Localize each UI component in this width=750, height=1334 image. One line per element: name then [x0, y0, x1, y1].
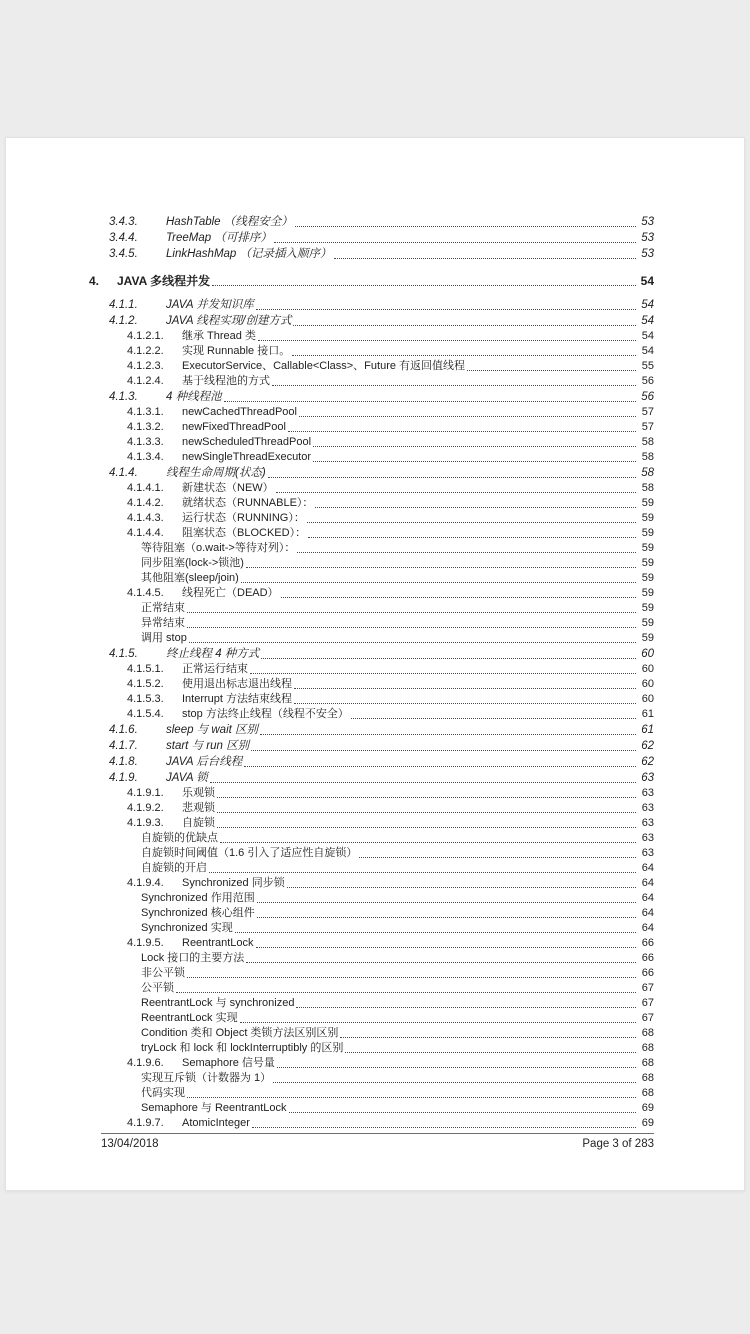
toc-entry[interactable] — [6, 496, 654, 511]
dot-leader — [187, 627, 636, 628]
toc-entry[interactable] — [6, 921, 654, 936]
dot-leader — [345, 1052, 636, 1053]
toc-entry[interactable] — [6, 816, 654, 831]
dot-leader — [293, 325, 636, 326]
toc-entry-page: 58 — [641, 467, 654, 479]
toc-entry-number: 4.1.4.3. — [127, 512, 164, 524]
toc-entry[interactable] — [6, 571, 654, 586]
dot-leader — [313, 446, 636, 447]
toc-entry-page: 54 — [641, 330, 654, 342]
toc-entry-page: 63 — [641, 847, 654, 859]
toc-entry-page: 54 — [641, 299, 654, 311]
dot-leader — [251, 750, 636, 751]
toc-entry-page: 57 — [641, 421, 654, 433]
toc-entry[interactable] — [6, 601, 654, 616]
toc-entry[interactable] — [6, 966, 654, 981]
toc-entry[interactable] — [6, 450, 654, 465]
toc-entry-page: 67 — [641, 997, 654, 1009]
toc-entry-number: 4.1.4. — [109, 467, 138, 479]
dot-leader — [288, 431, 636, 432]
toc-entry-number: 4.1.2.1. — [127, 330, 164, 342]
footer-date: 13/04/2018 — [101, 1138, 159, 1150]
footer-page-label: Page 3 of 283 — [582, 1138, 654, 1150]
toc-entry-page: 53 — [641, 248, 654, 260]
toc-entry-title: TreeMap （可排序） — [166, 232, 272, 244]
dot-leader — [187, 1097, 636, 1098]
dot-leader — [244, 766, 636, 767]
toc-entry-page: 59 — [641, 602, 654, 614]
toc-entry[interactable] — [6, 707, 654, 722]
dot-leader — [359, 857, 636, 858]
toc-entry[interactable] — [6, 801, 654, 816]
toc-entry[interactable] — [6, 298, 654, 313]
toc-entry-title: ExecutorService、Callable<Class>、Future 有返回值线程 — [182, 360, 466, 372]
toc-entry-page: 53 — [641, 232, 654, 244]
toc-entry-number: 4.1.9.7. — [127, 1117, 164, 1129]
toc-entry-page: 53 — [641, 216, 654, 228]
dot-leader — [315, 507, 636, 508]
dot-leader — [296, 1007, 636, 1008]
toc-entry-number: 4.1.3.1. — [127, 406, 164, 418]
toc-entry-page: 62 — [641, 756, 654, 768]
toc-entry-page: 60 — [641, 678, 654, 690]
toc-entry-page: 59 — [641, 587, 654, 599]
toc-entry-title: 终止线程 4 种方式 — [166, 648, 260, 660]
toc-entry-page: 68 — [641, 1072, 654, 1084]
toc-entry-page: 56 — [641, 375, 654, 387]
toc-entry[interactable] — [6, 435, 654, 450]
toc-entry-title: 线程生命周期(状态) — [166, 467, 266, 479]
toc-entry-number: 4.1.6. — [109, 724, 138, 736]
toc-entry-title: 乐观锁 — [182, 787, 215, 799]
toc-entry-page: 57 — [641, 406, 654, 418]
dot-leader — [257, 917, 636, 918]
dot-leader — [313, 461, 636, 462]
toc-entry-number: 4.1.7. — [109, 740, 138, 752]
toc-entry-page: 62 — [641, 740, 654, 752]
toc-entry-page: 60 — [641, 663, 654, 675]
dot-leader — [257, 902, 636, 903]
toc-entry-title: 实现 Runnable 接口。 — [182, 345, 291, 357]
toc-entry-page: 63 — [641, 832, 654, 844]
dot-leader — [256, 309, 636, 310]
toc-entry[interactable] — [6, 876, 654, 891]
dot-leader — [295, 226, 636, 227]
toc-entry-title: 就绪状态（RUNNABLE）： — [182, 497, 314, 509]
toc-entry-title: sleep 与 wait 区别 — [166, 724, 259, 736]
toc-entry-page: 54 — [641, 345, 654, 357]
toc-entry-number: 4.1.9.1. — [127, 787, 164, 799]
toc-entry-number: 4.1.8. — [109, 756, 138, 768]
dot-leader — [217, 797, 636, 798]
dot-leader — [308, 537, 636, 538]
toc-entry[interactable] — [6, 981, 654, 996]
toc-entry[interactable] — [6, 786, 654, 801]
toc-entry-title: 调用 stop — [141, 632, 187, 644]
toc-entry[interactable] — [6, 481, 654, 496]
toc-entry[interactable] — [6, 846, 654, 861]
toc-entry-page: 59 — [641, 542, 654, 554]
toc-entry-number: 4.1.4.4. — [127, 527, 164, 539]
toc-entry[interactable] — [6, 723, 654, 738]
toc-entry-page: 54 — [641, 315, 654, 327]
toc-entry-number: 4.1.9.6. — [127, 1057, 164, 1069]
toc-entry-number: 4.1.5.4. — [127, 708, 164, 720]
toc-entry-page: 68 — [641, 1087, 654, 1099]
toc-entry[interactable] — [6, 1101, 654, 1116]
toc-entry-page: 60 — [641, 648, 654, 660]
toc-entry[interactable] — [6, 1026, 654, 1041]
toc-entry-title: 线程死亡（DEAD） — [182, 587, 279, 599]
toc-entry-number: 4.1.9.3. — [127, 817, 164, 829]
toc-entry-page: 69 — [641, 1102, 654, 1114]
toc-entry-page: 59 — [641, 557, 654, 569]
toc-entry-page: 59 — [641, 617, 654, 629]
toc-entry-title: 自旋锁的开启 — [141, 862, 207, 874]
toc-entry-title: Synchronized 实现 — [141, 922, 233, 934]
toc-entry-title: HashTable （线程安全） — [166, 216, 293, 228]
toc-entry-title: Synchronized 同步锁 — [182, 877, 285, 889]
page-footer — [101, 1133, 654, 1150]
toc-entry[interactable] — [6, 1086, 654, 1101]
toc-entry[interactable] — [6, 891, 654, 906]
toc-entry-title: JAVA 线程实现/创建方式 — [166, 315, 292, 327]
toc-entry[interactable] — [6, 390, 654, 405]
toc-entry-page: 58 — [641, 436, 654, 448]
toc-entry[interactable] — [6, 861, 654, 876]
toc-entry-page: 67 — [641, 982, 654, 994]
toc-entry-title: 公平锁 — [141, 982, 174, 994]
toc-entry-title: 悲观锁 — [182, 802, 215, 814]
dot-leader — [235, 932, 636, 933]
toc-entry-number: 4.1.2.2. — [127, 345, 164, 357]
toc-entry[interactable] — [6, 586, 654, 601]
toc-entry-page: 59 — [641, 632, 654, 644]
toc-entry-number: 4.1.3.3. — [127, 436, 164, 448]
toc-entry[interactable] — [6, 1056, 654, 1071]
toc-entry-number: 4.1.4.5. — [127, 587, 164, 599]
toc-entry-number: 4.1.2.4. — [127, 375, 164, 387]
toc-entry[interactable] — [6, 936, 654, 951]
toc-entry-page: 68 — [641, 1057, 654, 1069]
toc-entry-number: 3.4.3. — [109, 216, 138, 228]
toc-entry[interactable] — [6, 420, 654, 435]
toc-entry-title: Semaphore 与 ReentrantLock — [141, 1102, 287, 1114]
toc-entry[interactable] — [6, 677, 654, 692]
toc-entry-title: tryLock 和 lock 和 lockInterruptibly 的区别 — [141, 1042, 344, 1054]
toc-entry-title: 4 种线程池 — [166, 391, 222, 403]
dot-leader — [272, 385, 636, 386]
toc-entry[interactable] — [6, 739, 654, 754]
toc-entry-title: start 与 run 区别 — [166, 740, 250, 752]
toc-entry[interactable] — [6, 231, 654, 246]
toc-entry-title: 基于线程池的方式 — [182, 375, 270, 387]
toc-entry-title: 等待阻塞（o.wait->等待对列）： — [141, 542, 296, 554]
dot-leader — [289, 1112, 636, 1113]
toc-entry-page: 54 — [640, 274, 654, 288]
dot-leader — [292, 355, 636, 356]
dot-leader — [281, 597, 636, 598]
dot-leader — [258, 340, 636, 341]
toc-entry-number: 3.4.5. — [109, 248, 138, 260]
toc-entry-title: 自旋锁时间阈值（1.6 引入了适应性自旋锁） — [141, 847, 358, 859]
toc-entry-number: 4.1.9.5. — [127, 937, 164, 949]
toc-entry-page: 69 — [641, 1117, 654, 1129]
toc-entry[interactable] — [6, 771, 654, 786]
toc-entry[interactable] — [6, 1041, 654, 1056]
dot-leader — [277, 1067, 636, 1068]
toc-entry-number: 4.1.5.1. — [127, 663, 164, 675]
toc-entry-page: 67 — [641, 1012, 654, 1024]
dot-leader — [260, 734, 636, 735]
toc-entry-title: 非公平锁 — [141, 967, 185, 979]
toc-entry[interactable] — [6, 359, 654, 374]
toc-entry-page: 60 — [641, 693, 654, 705]
toc-entry-title: newSingleThreadExecutor — [182, 451, 312, 463]
toc-entry-page: 61 — [641, 724, 654, 736]
toc-entry[interactable] — [6, 466, 654, 481]
dot-leader — [261, 658, 636, 659]
toc-entry-page: 68 — [641, 1042, 654, 1054]
toc-entry-page: 59 — [641, 572, 654, 584]
dot-leader — [187, 612, 636, 613]
toc-entry-number: 4.1.2. — [109, 315, 138, 327]
dot-leader — [240, 1022, 636, 1023]
toc-entry-title: 正常运行结束 — [182, 663, 248, 675]
toc-entry-title: Lock 接口的主要方法 — [141, 952, 245, 964]
toc-entry-title: Semaphore 信号量 — [182, 1057, 275, 1069]
toc-entry-title: ReentrantLock — [182, 937, 254, 949]
toc-entry-page: 63 — [641, 787, 654, 799]
toc-entry[interactable] — [6, 906, 654, 921]
dot-leader — [297, 552, 636, 553]
toc-entry-title: 新建状态（NEW） — [182, 482, 274, 494]
toc-entry-page: 63 — [641, 802, 654, 814]
dot-leader — [294, 703, 636, 704]
toc-entry-page: 58 — [641, 482, 654, 494]
dot-leader — [241, 582, 636, 583]
toc-entry-title: newScheduledThreadPool — [182, 436, 312, 448]
dot-leader — [294, 688, 636, 689]
dot-leader — [220, 842, 636, 843]
dot-leader — [273, 1082, 636, 1083]
toc-entry-number: 3.4.4. — [109, 232, 138, 244]
toc-entry[interactable] — [6, 692, 654, 707]
toc-entry-page: 59 — [641, 527, 654, 539]
toc-entry-page: 61 — [641, 708, 654, 720]
toc-entry-number: 4.1.3.4. — [127, 451, 164, 463]
toc-entry[interactable] — [6, 314, 654, 329]
dot-leader — [246, 567, 636, 568]
dot-leader — [340, 1037, 636, 1038]
toc-entry-page: 64 — [641, 922, 654, 934]
toc-entry-page: 66 — [641, 967, 654, 979]
toc-entry-page: 66 — [641, 952, 654, 964]
dot-leader — [224, 401, 636, 402]
dot-leader — [334, 258, 636, 259]
toc-entry-page: 63 — [641, 772, 654, 784]
toc-entry-number: 4.1.1. — [109, 299, 138, 311]
toc-entry[interactable] — [6, 556, 654, 571]
toc-entry[interactable] — [6, 329, 654, 344]
toc-entry[interactable] — [6, 215, 654, 230]
toc-entry-number: 4.1.5. — [109, 648, 138, 660]
toc-entry[interactable] — [6, 755, 654, 770]
toc-entry-title: JAVA 锁 — [166, 772, 208, 784]
toc-entry-number: 4.1.9. — [109, 772, 138, 784]
toc-entry-number: 4.1.9.4. — [127, 877, 164, 889]
toc-entry-title: 自旋锁的优缺点 — [141, 832, 218, 844]
toc-entry-title: JAVA 并发知识库 — [166, 299, 254, 311]
dot-leader — [287, 887, 636, 888]
toc-entry-title: Synchronized 作用范围 — [141, 892, 255, 904]
toc-entry[interactable] — [6, 1116, 654, 1131]
toc-entry-number: 4.1.5.2. — [127, 678, 164, 690]
toc-entry-number: 4.1.4.2. — [127, 497, 164, 509]
toc-entry-page: 66 — [641, 937, 654, 949]
toc-entry-page: 64 — [641, 862, 654, 874]
dot-leader — [268, 477, 636, 478]
toc-entry-page: 64 — [641, 907, 654, 919]
toc-entry-number: 4.1.3. — [109, 391, 138, 403]
dot-leader — [276, 492, 636, 493]
toc-entry-number: 4. — [89, 274, 100, 288]
toc-entry-title: 代码实现 — [141, 1087, 185, 1099]
toc-entry[interactable] — [6, 526, 654, 541]
toc-entry-title: 正常结束 — [141, 602, 185, 614]
toc-entry-title: 其他阻塞(sleep/join) — [141, 572, 239, 584]
toc-entry-number: 4.1.2.3. — [127, 360, 164, 372]
toc-entry[interactable] — [6, 374, 654, 389]
toc-entry-title: 实现互斥锁（计数器为 1） — [141, 1072, 272, 1084]
toc-entry-title: 阻塞状态（BLOCKED）： — [182, 527, 307, 539]
dot-leader — [209, 872, 636, 873]
toc-entry[interactable] — [6, 1071, 654, 1086]
toc-entry[interactable] — [6, 616, 654, 631]
dot-leader — [252, 1127, 636, 1128]
toc-entry-title: LinkHashMap （记录插入顺序） — [166, 248, 332, 260]
toc-entry[interactable] — [6, 344, 654, 359]
toc-entry-title: Synchronized 核心组件 — [141, 907, 255, 919]
toc-entry-page: 58 — [641, 451, 654, 463]
toc-entry-number: 4.1.3.2. — [127, 421, 164, 433]
toc-entry-page: 68 — [641, 1027, 654, 1039]
toc-entry-title: 同步阻塞(lock->锁池) — [141, 557, 244, 569]
toc-entry-title: JAVA 后台线程 — [166, 756, 243, 768]
dot-leader — [274, 242, 636, 243]
toc-entry-title: Interrupt 方法结束线程 — [182, 693, 293, 705]
toc-entry-title: ReentrantLock 与 synchronized — [141, 997, 295, 1009]
toc-entry[interactable] — [6, 996, 654, 1011]
dot-leader — [187, 977, 636, 978]
toc-entry-page: 59 — [641, 497, 654, 509]
dot-leader — [212, 285, 636, 286]
dot-leader — [351, 718, 636, 719]
dot-leader — [246, 962, 636, 963]
toc-entry-title: 自旋锁 — [182, 817, 215, 829]
toc-entry-title: newCachedThreadPool — [182, 406, 297, 418]
toc-entry[interactable] — [6, 662, 654, 677]
toc-entry-title: Condition 类和 Object 类锁方法区别区别 — [141, 1027, 339, 1039]
toc-entry[interactable] — [6, 1011, 654, 1026]
toc-entry-title: JAVA 多线程并发 — [117, 274, 211, 288]
dot-leader — [217, 812, 636, 813]
toc-entry-title: ReentrantLock 实现 — [141, 1012, 238, 1024]
dot-leader — [176, 992, 636, 993]
toc-entry-number: 4.1.4.1. — [127, 482, 164, 494]
toc-entry-title: stop 方法终止线程（线程不安全） — [182, 708, 349, 720]
toc-entry[interactable] — [6, 541, 654, 556]
dot-leader — [467, 370, 636, 371]
toc-entry-title: 异常结束 — [141, 617, 185, 629]
toc-entry-number: 4.1.9.2. — [127, 802, 164, 814]
toc-entry-title: 使用退出标志退出线程 — [182, 678, 292, 690]
pdf-page — [5, 137, 745, 1191]
toc-entry[interactable] — [6, 511, 654, 526]
toc-entry-page: 56 — [641, 391, 654, 403]
toc-entry[interactable] — [6, 951, 654, 966]
toc-entry[interactable] — [6, 405, 654, 420]
toc-entry[interactable] — [6, 247, 654, 262]
dot-leader — [299, 416, 636, 417]
toc-entry[interactable] — [6, 831, 654, 846]
toc-entry-page: 55 — [641, 360, 654, 372]
toc-entry[interactable] — [6, 647, 654, 662]
toc-entry-title: newFixedThreadPool — [182, 421, 286, 433]
toc-entry-page: 64 — [641, 892, 654, 904]
dot-leader — [307, 522, 636, 523]
toc-entry[interactable] — [6, 631, 654, 646]
toc-list — [6, 138, 744, 1131]
dot-leader — [189, 642, 636, 643]
toc-entry-title: 继承 Thread 类 — [182, 330, 256, 342]
toc-entry-page: 64 — [641, 877, 654, 889]
toc-entry-page: 59 — [641, 512, 654, 524]
toc-entry-number: 4.1.5.3. — [127, 693, 164, 705]
dot-leader — [250, 673, 636, 674]
toc-entry[interactable] — [6, 274, 654, 289]
dot-leader — [210, 782, 636, 783]
dot-leader — [217, 827, 636, 828]
toc-entry-page: 63 — [641, 817, 654, 829]
toc-entry-title: 运行状态（RUNNING）： — [182, 512, 305, 524]
dot-leader — [256, 947, 636, 948]
toc-entry-title: AtomicInteger — [182, 1117, 250, 1129]
